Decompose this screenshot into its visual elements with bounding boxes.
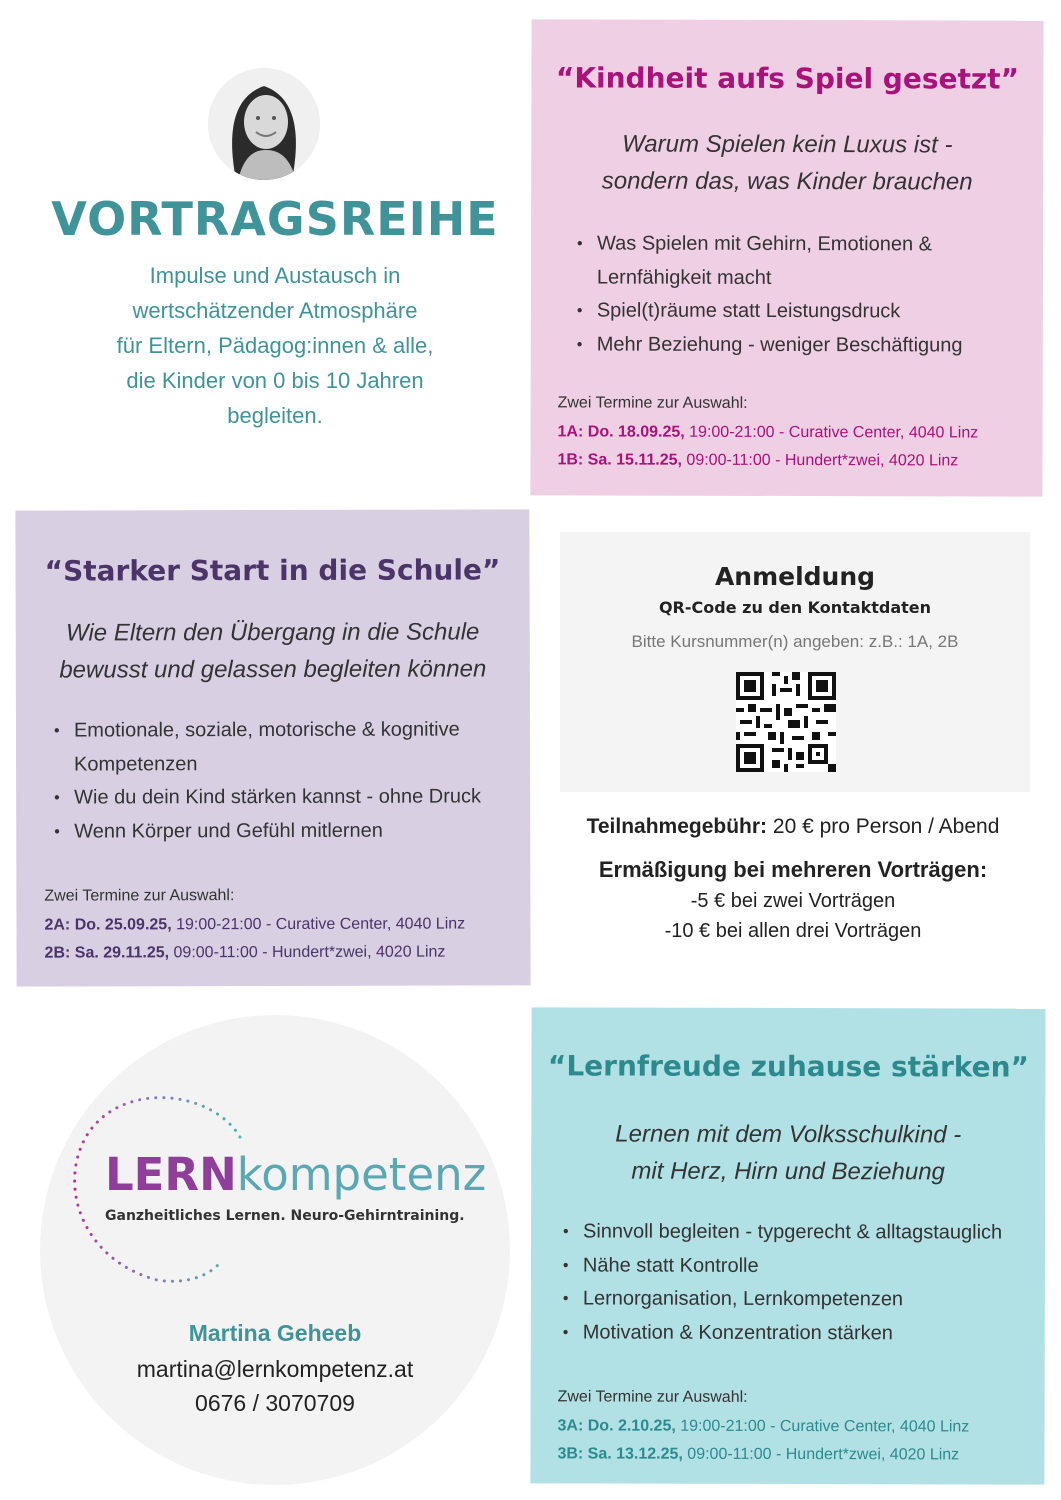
discount-line: -5 € bei zwei Vorträgen	[690, 890, 896, 912]
talk-1-subtitle: Warum Spielen kein Luxus ist - sondern das, was Kinder brauchen	[601, 130, 973, 196]
logo-tagline: Ganzheitliches Lernen. Neuro-Gehirntraining.	[105, 1208, 465, 1224]
talk-card-2	[15, 509, 530, 986]
talk-2-subtitle: Wie Eltern den Übergang in die Schule bewusst und gelassen begleiten können	[59, 618, 487, 684]
talk-2-dates: Zwei Termine zur Auswahl: 2A: Do. 25.09.25, 19:00-21:00 - Curative Center, 4040 Linz 2B: Sa. 29.11.25, 09:00-11:00 - Hundert*zwei, 4020 Linz	[44, 887, 466, 962]
talk-3-title: “Lernfreude zuhause stärken”	[547, 1049, 1030, 1084]
intro-text: Impulse und Austausch in wertschätzender Atmosphäre für Eltern, Pädagog:innen & alle, die Kinder von 0 bis 10 Jahren begleiten.	[116, 263, 434, 428]
talk-card-3	[530, 1007, 1045, 1484]
list-item: • Mehr Beziehung - weniger Beschäftigung	[575, 328, 963, 363]
speaker-photo	[208, 68, 320, 180]
talk-2-bullets	[52, 713, 481, 848]
list-item: • Emotionale, soziale, motorische & kognitive Kompetenzen	[52, 713, 481, 781]
list-item: • Wenn Körper und Gefühl mitlernen	[52, 814, 481, 849]
talk-1-title: “Kindheit aufs Spiel gesetzt”	[555, 61, 1020, 96]
list-item: • Was Spielen mit Gehirn, Emotionen & Lernfähigkeit macht	[575, 227, 963, 295]
registration-box	[560, 532, 1030, 792]
participation-fee: Teilnahmegebühr: 20 € pro Person / Abend	[586, 815, 1000, 838]
list-item: • Sinnvoll begleiten - typgerecht & alltagstauglich	[561, 1215, 1002, 1250]
registration-subtitle: QR-Code zu den Kontaktdaten	[658, 598, 932, 617]
talk-1-bullets	[575, 227, 963, 362]
talk-2-title: “Starker Start in die Schule”	[44, 553, 501, 588]
contact-phone[interactable]: 0676 / 3070709	[195, 1390, 355, 1416]
talk-3-bullets	[561, 1215, 1002, 1350]
talk-3-dates: Zwei Termine zur Auswahl: 3A: Do. 2.10.25, 19:00-21:00 - Curative Center, 4040 Linz 3B: Sa. 13.12.25, 09:00-11:00 - Hundert*zwei, 4020 Linz	[557, 1388, 970, 1464]
list-item: • Spiel(t)räume statt Leistungsdruck	[575, 294, 963, 329]
talk-3-subtitle: Lernen mit dem Volksschulkind - mit Herz, Hirn und Beziehung	[615, 1120, 962, 1186]
registration-hint: Bitte Kursnummer(n) angeben: z.B.: 1A, 2B	[631, 632, 959, 651]
list-item: • Wie du dein Kind stärken kannst - ohne Druck	[52, 780, 481, 815]
page-title: VORTRAGSREIHE	[51, 192, 499, 246]
discount-title: Ermäßigung bei mehreren Vorträgen:	[598, 857, 988, 882]
contact-email[interactable]: martina@lernkompetenz.at	[136, 1356, 414, 1382]
logo-wordmark: LERNkompetenz	[105, 1148, 487, 1201]
list-item: • Motivation & Konzentration stärken	[561, 1316, 1002, 1351]
list-item: • Lernorganisation, Lernkompetenzen	[561, 1282, 1002, 1317]
registration-title: Anmeldung	[714, 562, 876, 591]
talk-1-dates: Zwei Termine zur Auswahl: 1A: Do. 18.09.25, 19:00-21:00 - Curative Center, 4040 Linz 1B: Sa. 15.11.25, 09:00-11:00 - Hundert*zwei, 4020 Linz	[557, 394, 979, 470]
qr-code-icon[interactable]	[736, 672, 836, 772]
list-item: • Nähe statt Kontrolle	[561, 1249, 1002, 1284]
discount-line: -10 € bei allen drei Vorträgen	[664, 920, 922, 942]
contact-name: Martina Geheeb	[188, 1320, 362, 1346]
talk-card-1	[530, 19, 1043, 496]
